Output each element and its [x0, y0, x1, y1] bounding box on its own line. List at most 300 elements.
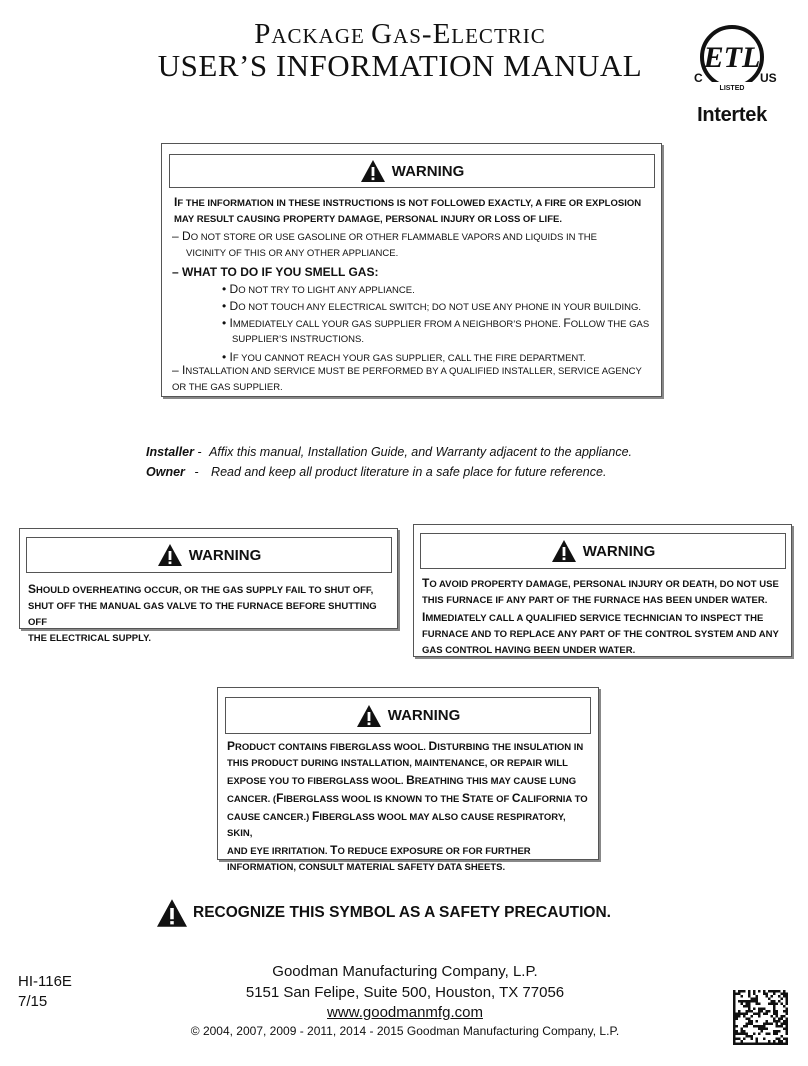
qr-module: [776, 1010, 779, 1013]
text-run: C: [511, 791, 521, 805]
text-line: [174, 212, 654, 228]
qr-module: [766, 1020, 769, 1023]
qr-module: [771, 1023, 774, 1026]
qr-module: [748, 1018, 751, 1021]
qr-module: [781, 1023, 784, 1026]
text-line: [28, 581, 396, 599]
qr-module: [763, 1025, 766, 1028]
qr-module: [773, 1010, 776, 1013]
qr-module: [778, 995, 781, 998]
qr-module: [763, 990, 766, 993]
qr-module: [733, 1030, 736, 1033]
qr-module: [766, 1010, 769, 1013]
qr-module: [781, 1003, 784, 1006]
qr-module: [738, 993, 741, 996]
qr-module: [786, 1030, 789, 1033]
qr-module: [778, 1043, 781, 1046]
qr-module: [786, 998, 789, 1001]
qr-module: [736, 1018, 739, 1021]
qr-module: [741, 1013, 744, 1016]
qr-module: [748, 1000, 751, 1003]
qr-module: [733, 1010, 736, 1013]
qr-module: [751, 1038, 754, 1041]
text-line: [227, 808, 593, 842]
warning-header: [26, 537, 392, 573]
qr-module: [763, 1013, 766, 1016]
text-line: [227, 842, 593, 860]
qr-module: [766, 1023, 769, 1026]
qr-module: [783, 995, 786, 998]
doc-number: HI-116E: [18, 973, 72, 990]
qr-module: [786, 1018, 789, 1021]
qr-module: [773, 1013, 776, 1016]
qr-module: [771, 990, 774, 993]
qr-module: [741, 1030, 744, 1033]
qr-module: [768, 1023, 771, 1026]
text-run: T: [422, 576, 430, 590]
qr-module: [756, 1000, 759, 1003]
qr-module: [746, 1000, 749, 1003]
qr-module: [748, 1035, 751, 1038]
qr-module: [766, 1028, 769, 1031]
warning-gas-installation: [172, 362, 652, 396]
qr-module: [783, 1015, 786, 1018]
qr-module: [753, 1033, 756, 1036]
text-run: CANCER. (: [227, 794, 277, 805]
text-run: F: [276, 791, 284, 805]
qr-module: [773, 1003, 776, 1006]
qr-module: [776, 1013, 779, 1016]
qr-module: [748, 1005, 751, 1008]
qr-module: [748, 1010, 751, 1013]
qr-module: [758, 1010, 761, 1013]
qr-module: [776, 990, 779, 993]
qr-module: [776, 1033, 779, 1036]
qr-module: [776, 1015, 779, 1018]
warning-header: [420, 533, 786, 569]
qr-module: [783, 1043, 786, 1046]
qr-module: [736, 993, 739, 996]
text-run: REATHING THIS MAY CAUSE LUNG: [414, 776, 577, 787]
smell-gas-step: [222, 315, 652, 333]
qr-module: [781, 998, 784, 1001]
text-run: ALIFORNIA TO: [520, 794, 588, 805]
text-run: T: [330, 843, 338, 857]
qr-module: [776, 1038, 779, 1041]
qr-module: [736, 1013, 739, 1016]
qr-module: [753, 1000, 756, 1003]
qr-module: [768, 1010, 771, 1013]
qr-module: [743, 1000, 746, 1003]
text-run: F YOU CANNOT REACH YOUR GAS SUPPLIER, CALL THE FIRE DEPARTMENT.: [232, 353, 586, 364]
qr-module: [756, 1020, 759, 1023]
qr-module: [738, 1000, 741, 1003]
qr-module: [751, 1015, 754, 1018]
qr-module: [778, 1025, 781, 1028]
qr-module: [763, 1043, 766, 1046]
qr-module: [771, 1000, 774, 1003]
qr-module: [771, 995, 774, 998]
qr-module: [741, 1040, 744, 1043]
qr-module: [746, 1033, 749, 1036]
qr-module: [751, 1010, 754, 1013]
qr-module: [738, 1010, 741, 1013]
text-run: O NOT STORE OR USE GASOLINE OR OTHER FLAMMABLE VAPORS AND LIQUIDS IN THE: [190, 232, 597, 243]
smell-gas-step: [232, 332, 662, 348]
qr-module: [776, 1003, 779, 1006]
svg-text:US: US: [760, 71, 777, 85]
qr-module: [746, 1005, 749, 1008]
title-run: LECTRIC: [451, 24, 546, 48]
warning-box-water: [413, 524, 792, 657]
qr-module: [766, 995, 769, 998]
qr-module: [763, 1008, 766, 1011]
qr-module: [771, 1003, 774, 1006]
installer-label: Installer: [146, 445, 194, 459]
qr-module: [773, 1020, 776, 1023]
qr-module: [773, 1033, 776, 1036]
text-run: P: [227, 739, 236, 753]
warning-label: WARNING: [387, 707, 461, 724]
qr-module: [738, 1033, 741, 1036]
qr-module: [786, 1008, 789, 1011]
text-line: [422, 575, 788, 593]
text-line: [422, 627, 788, 643]
qr-module: [738, 1038, 741, 1041]
intertek-brand: Intertek: [697, 104, 767, 126]
qr-module: [781, 1025, 784, 1028]
qr-module: [736, 1025, 739, 1028]
qr-module: [736, 1043, 739, 1046]
text-run: FURNACE AND TO REPLACE ANY PART OF THE CONTROL SYSTEM AND ANY: [422, 629, 779, 640]
text-line: [227, 790, 593, 808]
qr-module: [761, 1010, 764, 1013]
qr-module: [773, 1030, 776, 1033]
qr-module: [773, 1000, 776, 1003]
qr-module: [746, 1018, 749, 1021]
document-number: [18, 972, 72, 1012]
qr-module: [773, 993, 776, 996]
qr-module: [778, 990, 781, 993]
text-run: THE ELECTRICAL SUPPLY.: [28, 633, 151, 644]
text-run: TATE OF: [470, 794, 512, 805]
warning-box-overheat: [19, 528, 398, 644]
warning-box-fiberglass: [217, 687, 599, 873]
qr-module: [743, 1025, 746, 1028]
qr-module: [748, 993, 751, 996]
installer-note: [146, 445, 632, 459]
qr-module: [743, 1043, 746, 1046]
qr-module: [781, 1040, 784, 1043]
qr-module: [768, 1033, 771, 1036]
qr-module: [743, 1038, 746, 1041]
text-run: RODUCT CONTAINS FIBERGLASS WOOL.: [235, 742, 429, 753]
qr-module: [733, 1005, 736, 1008]
qr-module: [743, 1005, 746, 1008]
qr-module: [783, 1028, 786, 1031]
qr-module: [741, 1003, 744, 1006]
title-run: G: [371, 18, 394, 50]
qr-module: [733, 1018, 736, 1021]
qr-module: [751, 998, 754, 1001]
qr-module: [753, 993, 756, 996]
qr-module: [756, 1040, 759, 1043]
qr-module: [733, 1038, 736, 1041]
qr-module: [786, 1043, 789, 1046]
text-run: NSTALLATION AND SERVICE MUST BE PERFORMED BY A QUALIFIED INSTALLER, SERVICE AGENCY: [185, 366, 642, 377]
qr-module: [746, 1025, 749, 1028]
qr-module: [758, 990, 761, 993]
qr-module: [761, 1025, 764, 1028]
text-line: [227, 756, 593, 772]
qr-module: [783, 990, 786, 993]
qr-module: [763, 1038, 766, 1041]
qr-module: [783, 1005, 786, 1008]
qr-module: [786, 1023, 789, 1026]
installer-text: Affix this manual, Installation Guide, and Warranty adjacent to the appliance.: [209, 445, 633, 459]
qr-module: [776, 1043, 779, 1046]
qr-module: [751, 1035, 754, 1038]
company-website-link[interactable]: www.goodmanmfg.com: [327, 1004, 483, 1021]
qr-module: [778, 1020, 781, 1023]
qr-module: [748, 995, 751, 998]
owner-separator: -: [194, 465, 199, 479]
qr-module: [783, 1010, 786, 1013]
manual-title-line2: USER’S INFORMATION MANUAL: [157, 48, 643, 83]
text-run: CAUSE CANCER.): [227, 812, 312, 823]
qr-module: [763, 1023, 766, 1026]
qr-module: [776, 1030, 779, 1033]
qr-module: [733, 993, 736, 996]
text-run: THIS PRODUCT DURING INSTALLATION, MAINTENANCE, OR REPAIR WILL: [227, 758, 568, 769]
qr-module: [786, 1013, 789, 1016]
qr-module: [781, 1018, 784, 1021]
qr-module: [753, 990, 756, 993]
qr-module: [748, 990, 751, 993]
text-line: [174, 194, 654, 212]
qr-module: [786, 1033, 789, 1036]
qr-module: [743, 1030, 746, 1033]
qr-module: [733, 1015, 736, 1018]
qr-module: [756, 1013, 759, 1016]
qr-module: [783, 1038, 786, 1041]
qr-module: [753, 1008, 756, 1011]
text-line: VICINITY OF THIS OR ANY OTHER APPLIANCE.: [186, 248, 399, 259]
text-run: HOULD OVERHEATING OCCUR, OR THE GAS SUPPLY FAIL TO SHUT OFF,: [36, 585, 374, 596]
text-run: OLLOW THE GAS: [570, 319, 650, 330]
qr-module: [768, 1003, 771, 1006]
qr-module: [783, 993, 786, 996]
qr-module: [751, 1023, 754, 1026]
qr-module: [748, 1020, 751, 1023]
qr-module: [751, 1020, 754, 1023]
qr-module: [756, 1025, 759, 1028]
safety-symbol-line: [155, 898, 611, 928]
text-run: D: [428, 739, 438, 753]
warning-header: [225, 697, 591, 734]
qr-module: [766, 1033, 769, 1036]
qr-module: [768, 998, 771, 1001]
warning-overheat-text: [28, 581, 396, 647]
warning-label: WARNING: [391, 162, 465, 180]
text-run: S: [28, 582, 37, 596]
text-run: SHUT OFF THE MANUAL GAS VALVE TO THE FURNACE BEFORE SHUTTING OFF: [28, 601, 377, 628]
qr-module: [781, 1015, 784, 1018]
warning-gas-storage: [172, 228, 652, 262]
company-name: Goodman Manufacturing Company, L.P.: [272, 963, 538, 980]
qr-module: [746, 1043, 749, 1046]
qr-module: [733, 990, 736, 993]
text-run: F THE INFORMATION IN THESE INSTRUCTIONS IS NOT FOLLOWED EXACTLY, A FIRE OR EXPLOSION: [177, 198, 642, 209]
qr-module: [753, 1013, 756, 1016]
qr-module: [751, 1043, 754, 1046]
qr-module: [733, 1025, 736, 1028]
qr-module: [753, 1043, 756, 1046]
text-run: • D: [222, 299, 239, 313]
text-line: [422, 643, 788, 659]
qr-module: [746, 1010, 749, 1013]
text-run: GAS CONTROL HAVING BEEN UNDER WATER.: [422, 645, 636, 656]
text-run: MMEDIATELY CALL A QUALIFIED SERVICE TECHNICIAN TO INSPECT THE: [425, 613, 764, 624]
smell-gas-heading: – WHAT TO DO IF YOU SMELL GAS:: [172, 265, 379, 279]
qr-module: [748, 1003, 751, 1006]
qr-module: [763, 1028, 766, 1031]
text-run: B: [406, 773, 415, 787]
qr-module: [733, 1023, 736, 1026]
qr-module: [766, 993, 769, 996]
qr-module: [758, 1028, 761, 1031]
qr-module: [761, 1028, 764, 1031]
text-line: OR THE GAS SUPPLIER.: [172, 382, 283, 393]
owner-text: Read and keep all product literature in a safe place for future reference.: [211, 465, 607, 479]
title-run: P: [254, 18, 272, 50]
qr-module: [773, 990, 776, 993]
text-run: ISTURBING THE INSULATION IN: [437, 742, 584, 753]
qr-module: [758, 1033, 761, 1036]
qr-module: [783, 1020, 786, 1023]
qr-module: [758, 1015, 761, 1018]
qr-module: [761, 1030, 764, 1033]
warning-water-text: [422, 575, 788, 659]
qr-module: [741, 1028, 744, 1031]
qr-module: [778, 1000, 781, 1003]
title-run: ACKAGE: [271, 24, 372, 48]
qr-module: [758, 1025, 761, 1028]
warning-fiberglass-text: [227, 738, 593, 876]
qr-module: [786, 1025, 789, 1028]
qr-module: [733, 1035, 736, 1038]
qr-module: [738, 1013, 741, 1016]
qr-module: [733, 1000, 736, 1003]
qr-module: [786, 1010, 789, 1013]
qr-module: [746, 1013, 749, 1016]
qr-module: [746, 1003, 749, 1006]
qr-module: [743, 990, 746, 993]
text-run: EXPOSE YOU TO FIBERGLASS WOOL.: [227, 776, 407, 787]
text-line: [172, 362, 652, 380]
qr-module: [773, 1018, 776, 1021]
warning-gas-intro: [174, 194, 654, 228]
qr-module: [748, 1023, 751, 1026]
qr-module: [756, 998, 759, 1001]
warning-label: WARNING: [188, 546, 262, 564]
qr-module: [733, 998, 736, 1001]
qr-module: [743, 1015, 746, 1018]
warning-triangle-icon: [356, 704, 382, 728]
text-run: O NOT TOUCH ANY ELECTRICAL SWITCH; DO NOT USE ANY PHONE IN YOUR BUILDING.: [238, 302, 641, 313]
text-line: [172, 228, 652, 246]
qr-module: [763, 993, 766, 996]
text-line: [28, 599, 396, 631]
qr-module: [778, 1040, 781, 1043]
doc-date: 7/15: [18, 993, 48, 1010]
qr-module: [733, 1008, 736, 1011]
qr-module: [736, 1038, 739, 1041]
warning-triangle-icon: [155, 898, 189, 928]
text-run: – D: [172, 229, 191, 243]
qr-module: [771, 1015, 774, 1018]
qr-module: [778, 1030, 781, 1033]
qr-module: [786, 993, 789, 996]
qr-module: [761, 1043, 764, 1046]
smell-gas-step: [222, 298, 652, 316]
qr-module: [741, 1000, 744, 1003]
qr-module: [741, 1033, 744, 1036]
text-run: O REDUCE EXPOSURE OR FOR FURTHER: [337, 846, 531, 857]
qr-module: [733, 1043, 736, 1046]
qr-module: [751, 1000, 754, 1003]
text-run: IBERGLASS WOOL IS KNOWN TO THE: [283, 794, 463, 805]
qr-module: [756, 1043, 759, 1046]
qr-module: [781, 993, 784, 996]
warning-triangle-icon: [157, 543, 183, 567]
qr-module: [733, 1028, 736, 1031]
qr-module: [768, 990, 771, 993]
qr-module: [736, 1015, 739, 1018]
text-line: [422, 609, 788, 627]
text-run: S: [462, 791, 471, 805]
installer-separator: -: [197, 445, 202, 459]
qr-code-icon: [733, 990, 788, 1045]
qr-module: [776, 1023, 779, 1026]
qr-module: [733, 1020, 736, 1023]
qr-module: [773, 1008, 776, 1011]
qr-module: [733, 995, 736, 998]
owner-note: [146, 465, 606, 479]
qr-module: [736, 1033, 739, 1036]
text-line: [227, 860, 593, 876]
qr-module: [776, 1025, 779, 1028]
text-line: [227, 772, 593, 790]
qr-module: [786, 1038, 789, 1041]
text-run: • D: [222, 282, 239, 296]
qr-module: [738, 990, 741, 993]
text-run: O AVOID PROPERTY DAMAGE, PERSONAL INJURY OR DEATH, DO NOT USE: [429, 579, 779, 590]
qr-module: [786, 1000, 789, 1003]
svg-text:C: C: [694, 71, 703, 85]
qr-module: [736, 1030, 739, 1033]
company-address: 5151 San Felipe, Suite 500, Houston, TX 77056: [245, 984, 565, 1001]
qr-module: [738, 1015, 741, 1018]
qr-module: [756, 995, 759, 998]
qr-module: [786, 1040, 789, 1043]
qr-module: [748, 1008, 751, 1011]
qr-module: [748, 1043, 751, 1046]
text-run: I: [174, 195, 178, 209]
svg-text:ETL: ETL: [703, 41, 761, 74]
safety-symbol-text: RECOGNIZE THIS SYMBOL AS A SAFETY PRECAUTION.: [193, 904, 611, 921]
text-line: [227, 738, 593, 756]
